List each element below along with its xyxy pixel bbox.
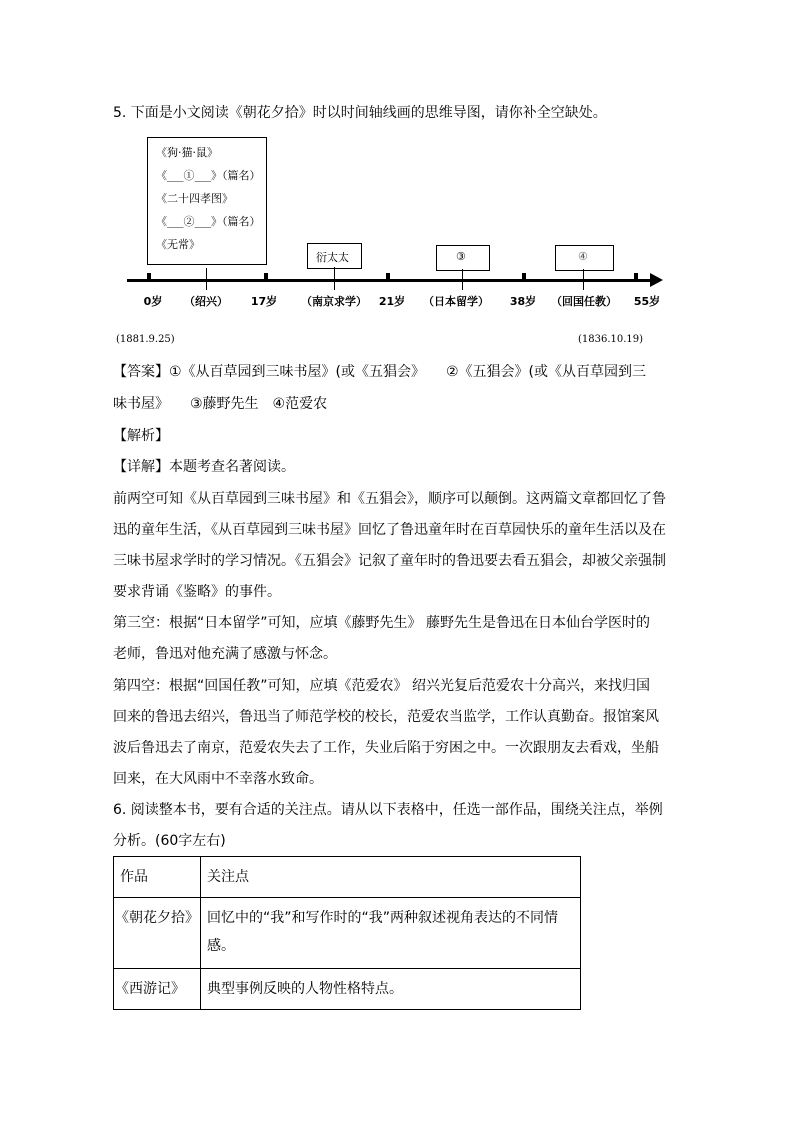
- analysis-line: 第三空：根据“日本留学”可知，应填《藤野先生》 藤野先生是鲁迅在日本仙台学医时的: [113, 615, 650, 631]
- hantaitai-label: 衍太太: [316, 251, 349, 264]
- analysis-line: 第四空：根据“回国任教”可知，应填《范爱农》 绍兴光复后范爱农十分高兴，来找归国: [113, 678, 650, 694]
- timeline-label: 0岁: [143, 295, 163, 308]
- box-item: 《___②___》（篇名）: [156, 215, 261, 228]
- timeline-label: （绍兴）: [184, 295, 228, 308]
- blank-4-label: ④: [578, 250, 588, 263]
- analysis-line: 迅的童年生活，《从百草园到三味书屋》回忆了鲁迅童年时在百草园快乐的童年生活以及在: [113, 522, 666, 538]
- focus-cell: 典型事例反映的人物性格特点。: [201, 969, 581, 1010]
- table-row: [114, 898, 581, 969]
- birth-date: (1881.9.25): [116, 334, 175, 345]
- focus-table: [113, 856, 581, 1010]
- analysis-line: 前两空可知《从百草园到三味书屋》和《五猖会》，顺序可以颠倒。这两篇文章都回忆了鲁: [113, 491, 666, 507]
- box-item: 《___①___》（篇名）: [156, 169, 261, 182]
- timeline-label: 38岁: [509, 295, 537, 308]
- analysis-line: 回来的鲁迅去绍兴，鲁迅当了师范学校的校长，范爱农当监学，工作认真勤奋。报馆案风: [113, 709, 659, 725]
- timeline-label: （回国任教）: [551, 295, 617, 308]
- answer-line: 【答案】①《从百草园到三味书屋》(或《五猖会》 ②《五猖会》(或《从百草园到三: [113, 364, 647, 380]
- work-cell: 《朝花夕拾》: [114, 898, 201, 969]
- connector: [583, 269, 584, 290]
- analysis-line: 三味书屋求学时的学习情况。《五猖会》记叙了童年时的鲁迅要去看五猖会，却被父亲强制: [113, 553, 666, 569]
- connector: [462, 269, 463, 290]
- timeline-mind-map: [0, 0, 794, 360]
- question-5-title: 5. 下面是小文阅读《朝花夕拾》时以时间轴线画的思维导图，请你补全空缺处。: [113, 105, 607, 121]
- work-cell: 《西游记》: [114, 969, 201, 1010]
- analysis-line: 老师，鲁迅对他充满了感激与怀念。: [113, 646, 337, 662]
- analysis-line: 【详解】本题考查名著阅读。: [113, 459, 295, 475]
- header-cell: 作品: [114, 857, 201, 898]
- arrow-icon: [650, 273, 663, 287]
- question-6-line: 6. 阅读整本书，要有合适的关注点。请从以下表格中，任选一部作品，围绕关注点，举例: [113, 802, 663, 818]
- connector: [334, 267, 335, 290]
- box-item: 《二十四孝图》: [156, 192, 233, 205]
- header-cell: 关注点: [201, 857, 581, 898]
- box-item: 《狗·猫·鼠》: [156, 146, 218, 159]
- tick: [264, 273, 268, 281]
- timeline-label: （日本留学）: [423, 295, 489, 308]
- answer-line: 味书屋》 ③藤野先生 ④范爱农: [113, 396, 328, 412]
- timeline-label: 21岁: [378, 295, 406, 308]
- focus-cell: 回忆中的“我”和写作时的“我”两种叙述视角表达的不同情感。: [201, 898, 581, 969]
- blank-3-label: ③: [456, 250, 466, 263]
- analysis-line: 要求背诵《鉴略》的事件。: [113, 584, 281, 600]
- timeline-label: 17岁: [250, 295, 278, 308]
- question-6-line: 分析。(60字左右): [113, 833, 226, 849]
- tick: [522, 273, 526, 281]
- tick: [634, 273, 638, 281]
- analysis-line: 回来，在大风雨中不幸落水致命。: [113, 771, 323, 787]
- analysis-line: 波后鲁迅去了南京，范爱农失去了工作，失业后陷于穷困之中。一次跟朋友去看戏，坐船: [113, 740, 659, 756]
- table-row: [114, 969, 581, 1010]
- box-item: 《无常》: [156, 238, 200, 251]
- analysis-heading: 【解析】: [113, 428, 169, 444]
- timeline-label: （南京求学）: [301, 295, 367, 308]
- table-header-row: [114, 857, 581, 898]
- death-date: (1836.10.19): [578, 334, 644, 345]
- connector: [206, 268, 207, 290]
- tick: [386, 273, 390, 281]
- tick: [147, 273, 151, 281]
- timeline-label: 55岁: [633, 295, 661, 308]
